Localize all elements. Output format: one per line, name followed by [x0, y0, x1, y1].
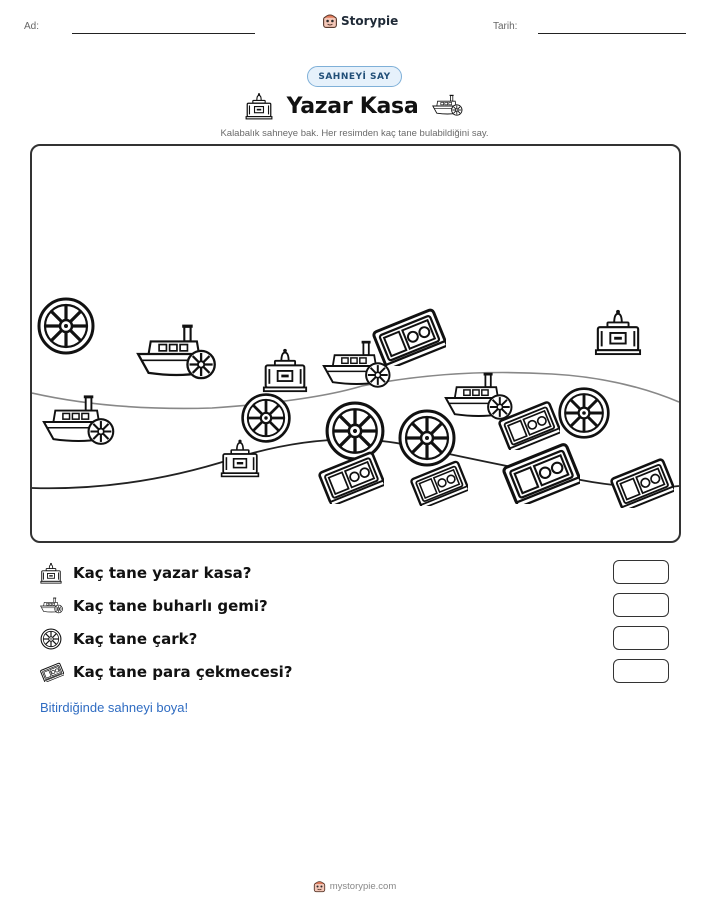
wheel-2: [243, 395, 290, 442]
footer-url[interactable]: mystorypie.com: [329, 881, 397, 892]
answer-box[interactable]: [613, 659, 669, 683]
storypie-logo-icon: [322, 13, 338, 29]
storypie-logo-icon: [313, 880, 326, 893]
activity-badge: SAHNEYİ SAY: [307, 66, 401, 87]
question-row: [40, 593, 670, 619]
steamboat-2: [44, 395, 113, 443]
scene-drawing: [32, 146, 679, 541]
cash-drawer-1: [373, 309, 447, 370]
cash-register-1: [264, 349, 306, 391]
cash-register-2: [222, 440, 259, 477]
date-field[interactable]: [538, 33, 686, 34]
cash-register-3: [596, 310, 640, 354]
wheel-icon: [40, 628, 62, 650]
answer-box[interactable]: [613, 626, 669, 650]
steamboat-4: [446, 373, 512, 419]
wheel-5: [560, 389, 609, 438]
question-text: Kaç tane yazar kasa?: [73, 564, 252, 582]
footer: [0, 880, 709, 893]
answer-box[interactable]: [613, 593, 669, 617]
cash-drawer-3: [319, 452, 385, 506]
cash-register-icon: [40, 562, 62, 584]
brand-logo: [322, 13, 398, 29]
finish-instruction: Bitirdiğinde sahneyi boya!: [40, 700, 189, 715]
steamboat-1: [138, 325, 215, 379]
page-title: Yazar Kasa: [286, 93, 419, 119]
question-text: Kaç tane buharlı gemi?: [73, 597, 268, 615]
question-text: Kaç tane para çekmecesi?: [73, 663, 293, 681]
question-row: [40, 659, 670, 685]
counting-scene[interactable]: [30, 144, 681, 543]
question-text: Kaç tane çark?: [73, 630, 198, 648]
answer-box[interactable]: [613, 560, 669, 584]
steamboat-icon: [40, 596, 64, 616]
wheel-4: [400, 411, 454, 465]
date-label: Tarih:: [493, 21, 518, 32]
cash-drawer-5: [503, 443, 581, 507]
cash-drawer-4: [411, 461, 469, 509]
wheel-1: [39, 299, 93, 353]
cash-drawer-icon: [40, 662, 64, 682]
steamboat-icon: [432, 93, 464, 119]
cash-drawer-6: [611, 459, 675, 511]
question-row: [40, 626, 670, 652]
wheel-3: [327, 403, 383, 459]
question-row: [40, 560, 670, 586]
cash-register-icon: [245, 92, 273, 120]
name-field[interactable]: [72, 33, 255, 34]
instruction-text: Kalabalık sahneye bak. Her resimden kaç tane bulabildiğini say.: [220, 128, 489, 139]
name-label: Ad:: [24, 21, 40, 32]
brand-name: Storypie: [341, 14, 399, 28]
